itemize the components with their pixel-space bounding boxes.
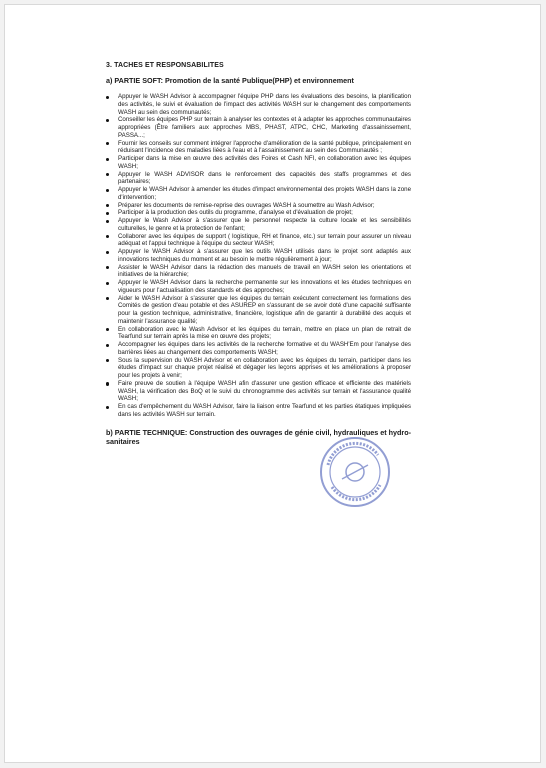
document-body — [106, 62, 411, 446]
list-item: Appuyer le WASH Advisor à s'assurer que les outils WASH utilisés dans le projet sont adaptés aux innovations techniques du moment et au besoin le mettre régulièrement à jour; — [106, 248, 411, 264]
list-item: Appuyer le Wash Advisor à s'assurer que le personnel respecte la culture locale et les sensibilités culturelles, le genre et la protection de l'enfant; — [106, 217, 411, 233]
bullet-icon — [106, 204, 109, 207]
bullet-icon — [106, 189, 109, 192]
list-item: Collaborer avec les équipes de support ( logistique, RH et finance, etc.) sur terrain pour assurer un niveau adéquat et l'appui technique à l'équipe du secteur WASH; — [106, 233, 411, 249]
bullet-icon — [106, 173, 109, 176]
part-b-heading: b) PARTIE TECHNIQUE: Construction des ouvrages de génie civil, hydrauliques et hydro-sanitaires — [106, 427, 411, 446]
bullet-icon — [106, 282, 109, 285]
list-item: En collaboration avec le Wash Advisor et les équipes du terrain, mettre en place un plan de retrait de Tearfund sur terrain après la mise en œuvre des projets; — [106, 326, 411, 342]
bullet-icon — [106, 96, 109, 99]
bullet-icon — [106, 406, 109, 409]
bullet-icon — [106, 344, 109, 347]
bullet-icon — [106, 251, 109, 254]
list-item: Participer dans la mise en œuvre des activités des Foires et Cash NFI, en collaboration avec les équipes WASH; — [106, 155, 411, 171]
list-item: Sous la supervision du WASH Advisor et en collaboration avec les équipes du terrain, participer dans les études d'impact sur chaque projet réalisé et dégager les leçons apprises et les améliorations à proposer pour les projets à venir; — [106, 357, 411, 380]
bullet-icon — [106, 119, 109, 122]
list-item: En cas d'empêchement du WASH Advisor, faire la liaison entre Tearfund et les parties étatiques impliquées dans les activités WASH sur terrain. — [106, 403, 411, 419]
list-item: Assister le WASH Advisor dans la rédaction des manuels de travail en WASH selon les orientations et initiatives de la hiérarchie; — [106, 264, 411, 280]
list-item: Préparer les documents de remise-reprise des ouvrages WASH à soumettre au Wash Advisor; — [106, 202, 411, 210]
bullet-icon — [106, 359, 109, 362]
bullet-icon — [106, 235, 109, 238]
part-a-heading: a) PARTIE SOFT: Promotion de la santé Publique(PHP) et environnement — [106, 76, 354, 85]
bullet-icon — [106, 328, 109, 331]
bullet-icon — [106, 382, 109, 385]
bullet-icon — [106, 297, 109, 300]
bullet-icon — [106, 266, 109, 269]
list-item: Accompagner les équipes dans les activités de la recherche formative et du WASH'Em pour l'analyse des barrières liées au changement des comportements WASH; — [106, 341, 411, 357]
list-item: Appuyer le WASH Advisor à accompagner l'équipe PHP dans les évaluations des besoins, la planification des activités, le suivi et évaluation de l'impact des activités WASH sur le changement des comportements WASH au sein des communautés; — [106, 93, 411, 116]
bullet-icon — [106, 158, 109, 161]
seal-stamp — [318, 435, 392, 509]
list-item: Participer à la production des outils du programme, d'analyse et d'évaluation de projet; — [106, 209, 411, 217]
bullet-icon — [106, 142, 109, 145]
list-item: Appuyer le WASH Advisor dans la recherche permanente sur les innovations et les études techniques en vigueurs pour l'actualisation des standards et des approches; — [106, 279, 411, 295]
section-heading: 3. TACHES ET RESPONSABILITES — [106, 62, 224, 69]
list-item: Aider le WASH Advisor à s'assurer que les équipes du terrain exécutent correctement les formations des Comités de gestion d'eau potable et des ASUREP en s'assurant de se avoir doté d'une capacité suffisante pour la gestion technique, administrative, financière, logistique afin de garantir à durabilité des acquis et maintenir l'assurance qualité; — [106, 295, 411, 326]
responsibilities-list — [106, 93, 411, 419]
bullet-icon — [106, 212, 109, 215]
bullet-icon — [106, 220, 109, 223]
list-item: Faire preuve de soutien à l'équipe WASH afin d'assurer une gestion efficace et efficiente des matériels WASH, la vérification des BoQ et le suivi du chronogramme des activités sur terrain et l'assurance qualité WASH; — [106, 380, 411, 403]
list-item: Appuyer le WASH Advisor à amender les études d'impact environnemental des projets WASH dans la zone d'intervention; — [106, 186, 411, 202]
list-item: Conseiller les équipes PHP sur terrain à analyser les contextes et à adapter les approches communautaires appropriées (Être familiers aux approches MBS, PHAST, ATPC, CHC, Marketing d'assainissement, PASSA...; — [106, 116, 411, 139]
list-item: Appuyer le WASH ADVISOR dans le renforcement des capacités des staffs programmes et des partenaires; — [106, 171, 411, 187]
list-item: Fournir les conseils sur comment intégrer l'approche d'amélioration de la santé publique, principalement en réduisant l'incidence des maladies liées à l'eau et à l'assainissement au sein des Communautés ; — [106, 140, 411, 156]
